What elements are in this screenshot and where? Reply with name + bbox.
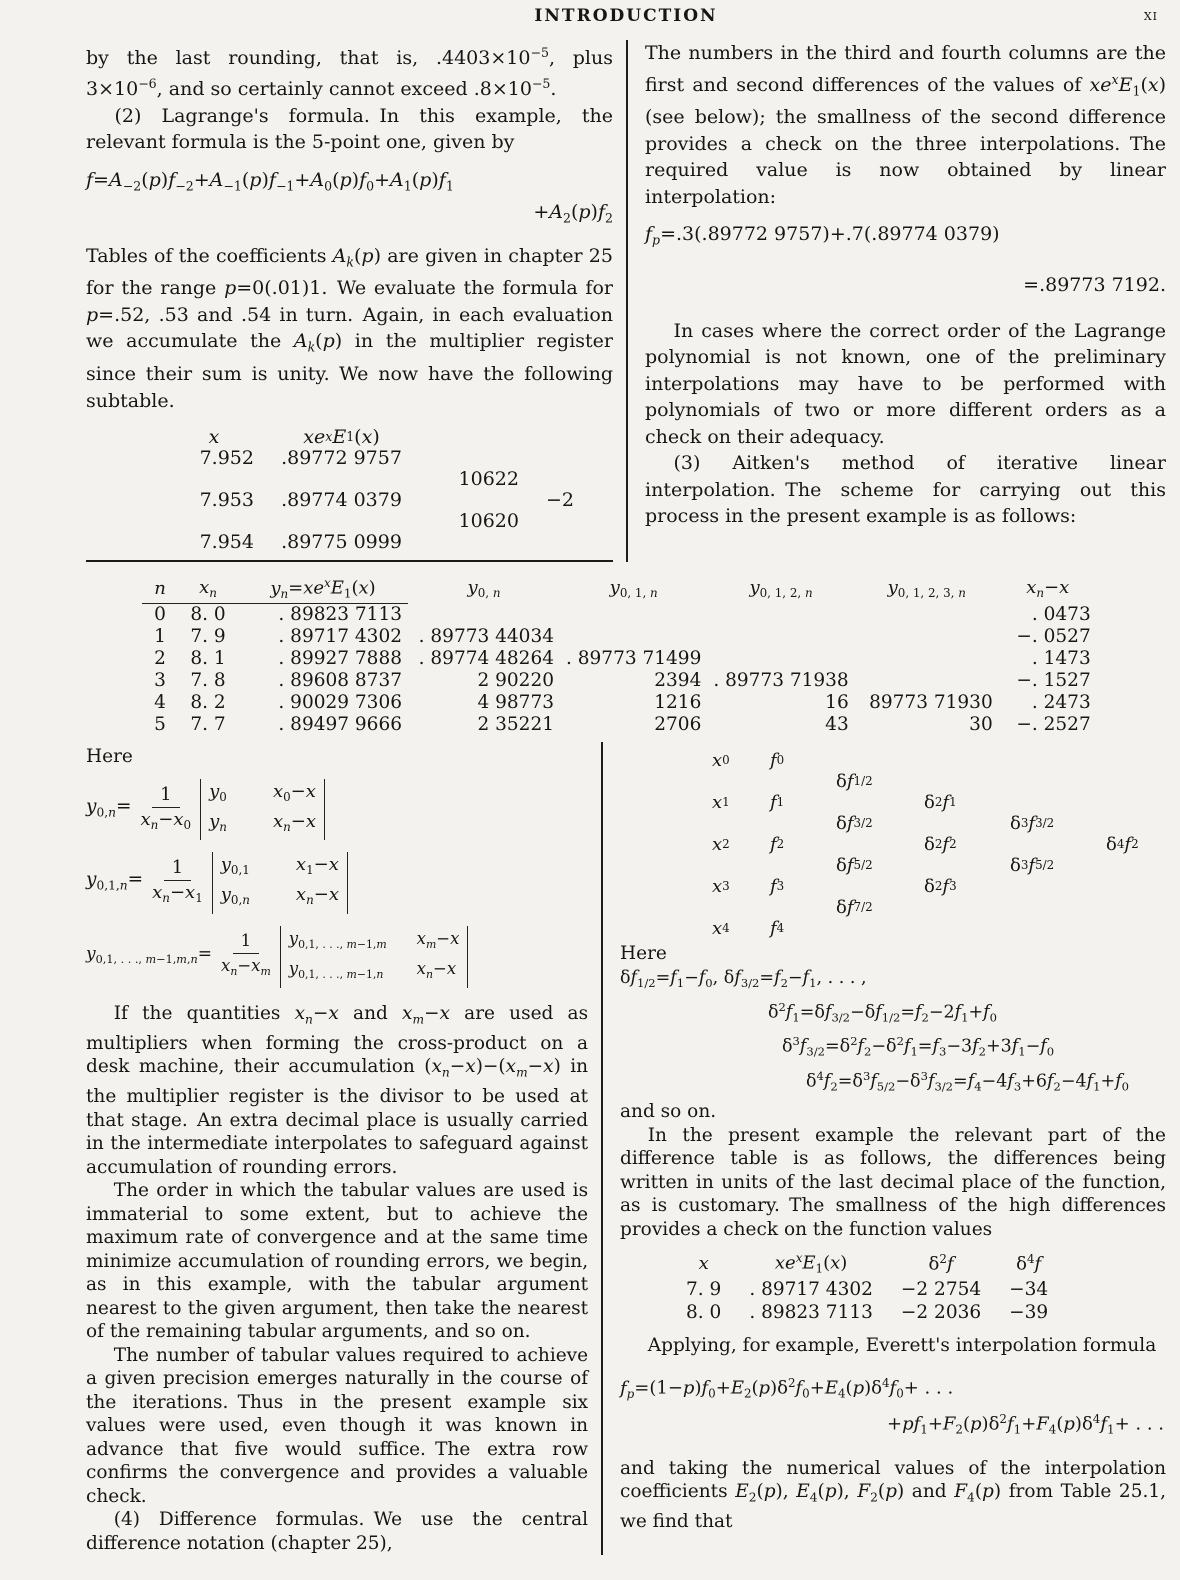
matrix-cell: $y_{0,1}$ <box>220 854 250 878</box>
table-cell: x 3 <box>712 875 730 897</box>
denominator: $x_n-x_1$ <box>152 881 203 906</box>
horizontal-rule <box>86 560 613 562</box>
column-header: $y_{0, n}$ <box>467 577 501 601</box>
paragraph: The numbers in the third and fourth columns are the first and second differences of the values of $xe^xE_1(x)$ (see below); the smallness of the second difference provides a check on the three interpolations. The required value is now obtained by linear interpolation: <box>645 42 1166 208</box>
column-header: $x_n$ <box>178 576 238 603</box>
table-cell: −34 <box>1009 1278 1049 1300</box>
table-cell: x 2 <box>712 833 730 855</box>
table-cell: f 3 <box>770 875 785 897</box>
delta-identities <box>620 966 1166 1098</box>
table-cell: δ f 7/2 <box>836 896 873 918</box>
matrix-cell: $y_{0,1, . . ., m-1,n}$ <box>288 959 384 982</box>
determinant <box>280 926 469 989</box>
table-cell: . 89717 4302 <box>278 626 402 648</box>
table-cell: 2706 <box>654 714 702 736</box>
aitken-scheme-table <box>142 576 1097 736</box>
table-row <box>142 714 1097 736</box>
paragraph: The order in which the tabular values are used is immaterial to some extent, but to achieve the maximum rate of convergence and at the same time minimize accumulation of rounding errors, we begin, as in this example, with the tabular argument nearest to the given argument, then take the nearest of the remaining tabular arguments, and so on. <box>86 1180 589 1343</box>
table-cell: x 4 <box>712 917 730 939</box>
here-label: Here <box>86 745 133 767</box>
top-right-column <box>628 40 1166 562</box>
table-row <box>142 603 1097 626</box>
table-cell: 7. 9 <box>190 626 226 648</box>
paragraph: In the present example the relevant part of the difference table is as follows, the differences being written in units of the last decimal place of the function, as is customary. The smallness of the high differences provides a check on the function values <box>620 1124 1166 1240</box>
relevant-difference-table <box>672 1251 1062 1324</box>
table-cell: f 0 <box>770 749 785 771</box>
formula-line: $f_p=(1-p)f_0+E_2(p)\delta^2f_0+E_4(p)\delta^4f_0+$ . . . <box>620 1376 954 1401</box>
numerator: 1 <box>152 784 179 808</box>
matrix-cell: $x_n-x$ <box>272 811 316 835</box>
table-cell: x 0 <box>712 749 730 771</box>
table-cell <box>408 603 560 626</box>
table-cell: 1216 <box>654 692 702 714</box>
table-body <box>142 603 1097 736</box>
table-cell: 7.952 <box>199 446 254 469</box>
table-cell: δ 3 f 3/2 <box>1010 812 1055 834</box>
paragraph: (4) Difference formulas. We use the central difference notation (chapter 25), <box>86 1509 589 1554</box>
page-title: INTRODUCTION <box>534 6 718 26</box>
numerator: 1 <box>233 930 260 954</box>
table-cell: . 0473 <box>1031 604 1091 626</box>
fraction <box>148 857 207 909</box>
column-header: $x_n-x$ <box>1026 577 1070 601</box>
table-cell: 89773 71930 <box>869 692 993 714</box>
top-columns <box>86 40 1166 562</box>
table-cell: 8. 0 <box>686 1301 722 1323</box>
aitken-definition-formula <box>86 779 588 840</box>
table-cell: . 89823 7113 <box>278 604 402 626</box>
table-cell: . 1473 <box>1031 648 1091 670</box>
table-cell: 2 90220 <box>477 670 554 692</box>
table-cell: −2 2754 <box>900 1278 982 1300</box>
table-cell: .89775 0999 <box>281 530 402 553</box>
table-cell <box>855 603 999 626</box>
formula-lhs: $y_{0,1,n}=$ <box>86 869 144 893</box>
fraction <box>136 784 195 836</box>
table-cell: 2394 <box>654 670 702 692</box>
table-cell: δ f 1/2 <box>836 770 873 792</box>
table-cell: δ 2 f 1 <box>924 791 957 813</box>
table-cell: 8. 1 <box>190 648 226 670</box>
table-cell <box>707 603 854 626</box>
table-cell: . 89773 44034 <box>418 626 554 648</box>
table-cell: 8. 0 <box>190 604 226 626</box>
table-cell: −. 2527 <box>1016 714 1091 736</box>
central-difference-table <box>712 750 1166 939</box>
column-header: n <box>142 576 178 603</box>
table-cell: δ 2 f 3 <box>924 875 957 897</box>
determinant <box>212 852 348 913</box>
here-label: Here <box>620 942 667 964</box>
formula-line: $f_p=.3(.89772$ 9757)+.7(.89774 0379) <box>645 223 1000 248</box>
table-cell: δ 4 f 2 <box>1106 833 1139 855</box>
table-cell: x 1 <box>712 791 730 813</box>
table-cell: . 89927 7888 <box>278 648 402 670</box>
matrix-cell: $x_n-x$ <box>416 959 457 982</box>
table-cell: 0 <box>154 604 166 626</box>
table-cell <box>855 648 999 670</box>
table-cell: −. 0527 <box>1016 626 1091 648</box>
numerator: 1 <box>164 857 191 881</box>
column-header: $y_{0, 1, 2, 3, n}$ <box>887 577 966 601</box>
table-cell <box>560 626 707 648</box>
column-header: $\delta^4f$ <box>1016 1252 1042 1275</box>
table-body <box>672 1278 1062 1324</box>
lower-right-column <box>603 742 1166 1555</box>
top-left-column <box>86 40 613 562</box>
paragraph: and so on. <box>620 1101 717 1123</box>
fraction <box>217 930 275 983</box>
formula-line: =.89773 7192. <box>1023 273 1166 296</box>
table-cell: .89774 0379 <box>281 488 402 511</box>
table-cell: δ f 5/2 <box>836 854 873 876</box>
table-cell: δ f 3/2 <box>836 812 873 834</box>
paragraph: In cases where the correct order of the Lagrange polynomial is not known, one of the preliminary interpolations may have to be performed with polynomials of two or more different orders as a check on their adequacy. <box>645 319 1166 448</box>
table-head <box>142 576 1097 603</box>
table-cell <box>707 626 854 648</box>
table-cell: .89772 9757 <box>281 446 402 469</box>
lower-columns <box>86 742 1166 1555</box>
matrix-cell: $y_{0,1, . . ., m-1,m}$ <box>288 928 387 951</box>
table-cell: 3 <box>154 670 166 692</box>
table-cell: 10622 <box>458 467 519 490</box>
column-header: $y_n=xe^xE_1(x)$ <box>238 576 408 603</box>
matrix-cell: $x_0-x$ <box>272 780 316 805</box>
formula-line: $\delta f_{1/2}=f_1-f_0$, $\delta f_{3/2}=f_2-f_1$, . . . , <box>620 967 867 990</box>
aitken-definition-formula <box>86 852 588 913</box>
table-cell: 10620 <box>458 509 519 532</box>
page-header <box>86 6 1166 40</box>
table-cell: . 89608 8737 <box>278 670 402 692</box>
matrix-cell: $x_m-x$ <box>416 928 460 951</box>
table-cell: . 2473 <box>1031 692 1091 714</box>
fp-formula <box>645 221 1166 297</box>
subtable <box>174 426 613 552</box>
paragraph: The number of tabular values required to achieve a given precision emerges naturally in the course of the iterations. Thus in the present example six values were used, even though it was known in advance that five would suffice. The extra row confirms the convergence and provides a valuable check. <box>86 1344 589 1507</box>
denominator: $x_n-x_m$ <box>221 956 271 979</box>
formula-lhs: $y_{0,1, . . ., m-1,m,n}=$ <box>86 943 212 966</box>
matrix-cell: $y_n$ <box>209 811 227 835</box>
paragraph: by the last rounding, that is, $.4403\times 10^{-5}$, plus $3\times 10^{-6}$, and so certainly cannot exceed $.8\times 10^{-5}$. <box>86 45 613 101</box>
table-cell <box>560 603 707 626</box>
table-cell: . 89497 9666 <box>278 714 402 736</box>
table-cell: 5 <box>154 714 166 736</box>
matrix-cell: $y_{0,n}$ <box>220 884 250 908</box>
matrix-cell: $x_n-x$ <box>295 884 339 908</box>
table-cell: −39 <box>1009 1301 1049 1323</box>
table-cell: 7. 7 <box>190 714 226 736</box>
table-cell <box>855 670 999 692</box>
column-header: $y_{0, 1, 2, n}$ <box>749 577 813 601</box>
formula-line: $+pf_1+F_2(p)\delta^2f_1+F_4(p)\delta^4f_1+$ . . . <box>886 1412 1164 1437</box>
table-cell: δ 2 f 2 <box>924 833 957 855</box>
aitken-definition-formula <box>86 926 588 989</box>
table-cell: 4 98773 <box>477 692 554 714</box>
table-row <box>142 626 1097 648</box>
formula-line: $\delta^2f_1=\delta f_{3/2}-\delta f_{1/2}=f_2-2f_1+f_0$ <box>768 1000 997 1025</box>
table-cell: . 90029 7306 <box>278 692 402 714</box>
table-cell: 2 <box>154 648 166 670</box>
table-cell: δ 3 f 5/2 <box>1010 854 1055 876</box>
denominator: $x_n-x_0$ <box>140 808 192 832</box>
table-cell: 2 35221 <box>477 714 554 736</box>
formula-line: $\delta^3f_{3/2}=\delta^2f_2-\delta^2f_1=f_3-3f_2+3f_1-f_0$ <box>782 1034 1055 1059</box>
table-cell: −. 1527 <box>1016 670 1091 692</box>
formula-line: $+A_2(p)f_2$ <box>533 201 613 226</box>
table-header-row <box>672 1251 1062 1278</box>
table-cell: 7. 9 <box>686 1278 722 1300</box>
column-header: x <box>208 425 220 448</box>
determinant <box>200 779 325 840</box>
table-cell: −2 2036 <box>900 1301 982 1323</box>
table-cell <box>707 648 854 670</box>
formula-lhs: $y_{0,n}=$ <box>86 795 132 820</box>
table-cell: f 2 <box>770 833 785 855</box>
paragraph: and taking the numerical values of the interpolation coefficients $E_2(p)$, $E_4(p)$, $F_2(p)$ and $F_4(p)$ from Table 25.1, we find that <box>620 1457 1166 1532</box>
table-row <box>142 670 1097 692</box>
table-header-row <box>142 576 1097 603</box>
paragraph: (3) Aitken's method of iterative linear interpolation. The scheme for carrying out this process in the present example is as follows: <box>645 452 1166 528</box>
paragraph: (2) Lagrange's formula. In this example, the relevant formula is the 5-point one, given by <box>86 104 613 154</box>
page-number: xi <box>1143 6 1158 24</box>
paragraph: Tables of the coefficients $A_k(p)$ are given in chapter 25 for the range p=0(.01)1. We evaluate the formula for p=.52, .53 and .54 in turn. Again, in each evaluation we accumulate the $A_k(p)$ in the multiplier register since their sum is unity. We now have the following subtable. <box>86 244 613 412</box>
table-cell: . 89774 48264 <box>418 648 554 670</box>
column-header: $xe^xE_1(x)$ <box>774 1251 848 1276</box>
paragraph: Applying, for example, Everett's interpolation formula <box>647 1334 1157 1356</box>
table-cell: . 89823 7113 <box>749 1301 873 1323</box>
table-head <box>672 1251 1062 1278</box>
paragraph: If the quantities $x_n-x$ and $x_m-x$ are used as multipliers when forming the cross-product on a desk machine, their accumulation $(x_n-x)-(x_m-x)$ in the multiplier register is the divisor to be used at that stage. An extra decimal place is usually carried in the intermediate interpolates to safeguard against accumulation of rounding errors. <box>86 1003 589 1178</box>
table-cell: 7.954 <box>199 530 254 553</box>
table-cell: 4 <box>154 692 166 714</box>
table-cell: f 4 <box>770 917 785 939</box>
table-cell: 7.953 <box>199 488 254 511</box>
table-cell: f 1 <box>770 791 785 813</box>
table-cell: 8. 2 <box>190 692 226 714</box>
table-cell: . 89717 4302 <box>749 1278 873 1300</box>
table-cell: 30 <box>969 714 993 736</box>
table-cell: 1 <box>154 626 166 648</box>
column-header: xe x E 1 ( x ) <box>303 425 380 448</box>
column-header: $\delta^2f$ <box>928 1252 954 1275</box>
table-row <box>672 1278 1062 1301</box>
lagrange-formula <box>86 167 613 232</box>
everett-formula <box>620 1371 1166 1442</box>
table-cell <box>855 626 999 648</box>
table-cell: . 89773 71499 <box>566 648 702 670</box>
table-cell: . 89773 71938 <box>713 670 849 692</box>
table-row <box>142 692 1097 714</box>
matrix-cell: $y_0$ <box>209 780 227 805</box>
table-row <box>672 1301 1062 1324</box>
formula-line: $f=A_{-2}(p)f_{-2}+A_{-1}(p)f_{-1}+A_0(p)f_0+A_1(p)f_1$ <box>86 168 454 194</box>
lower-left-column <box>86 742 588 1555</box>
table-cell: −2 <box>545 488 574 511</box>
column-header: $y_{0, 1, n}$ <box>609 577 658 601</box>
table-row <box>142 648 1097 670</box>
formula-line: $\delta^4f_2=\delta^3f_{5/2}-\delta^3f_{3/2}=f_4-4f_3+6f_2-4f_1+f_0$ <box>806 1068 1130 1094</box>
matrix-cell: $x_1-x$ <box>295 854 339 878</box>
column-header: x <box>698 1252 709 1274</box>
table-cell: 7. 8 <box>190 670 226 692</box>
table-cell: 43 <box>825 714 849 736</box>
table-cell: 16 <box>825 692 849 714</box>
